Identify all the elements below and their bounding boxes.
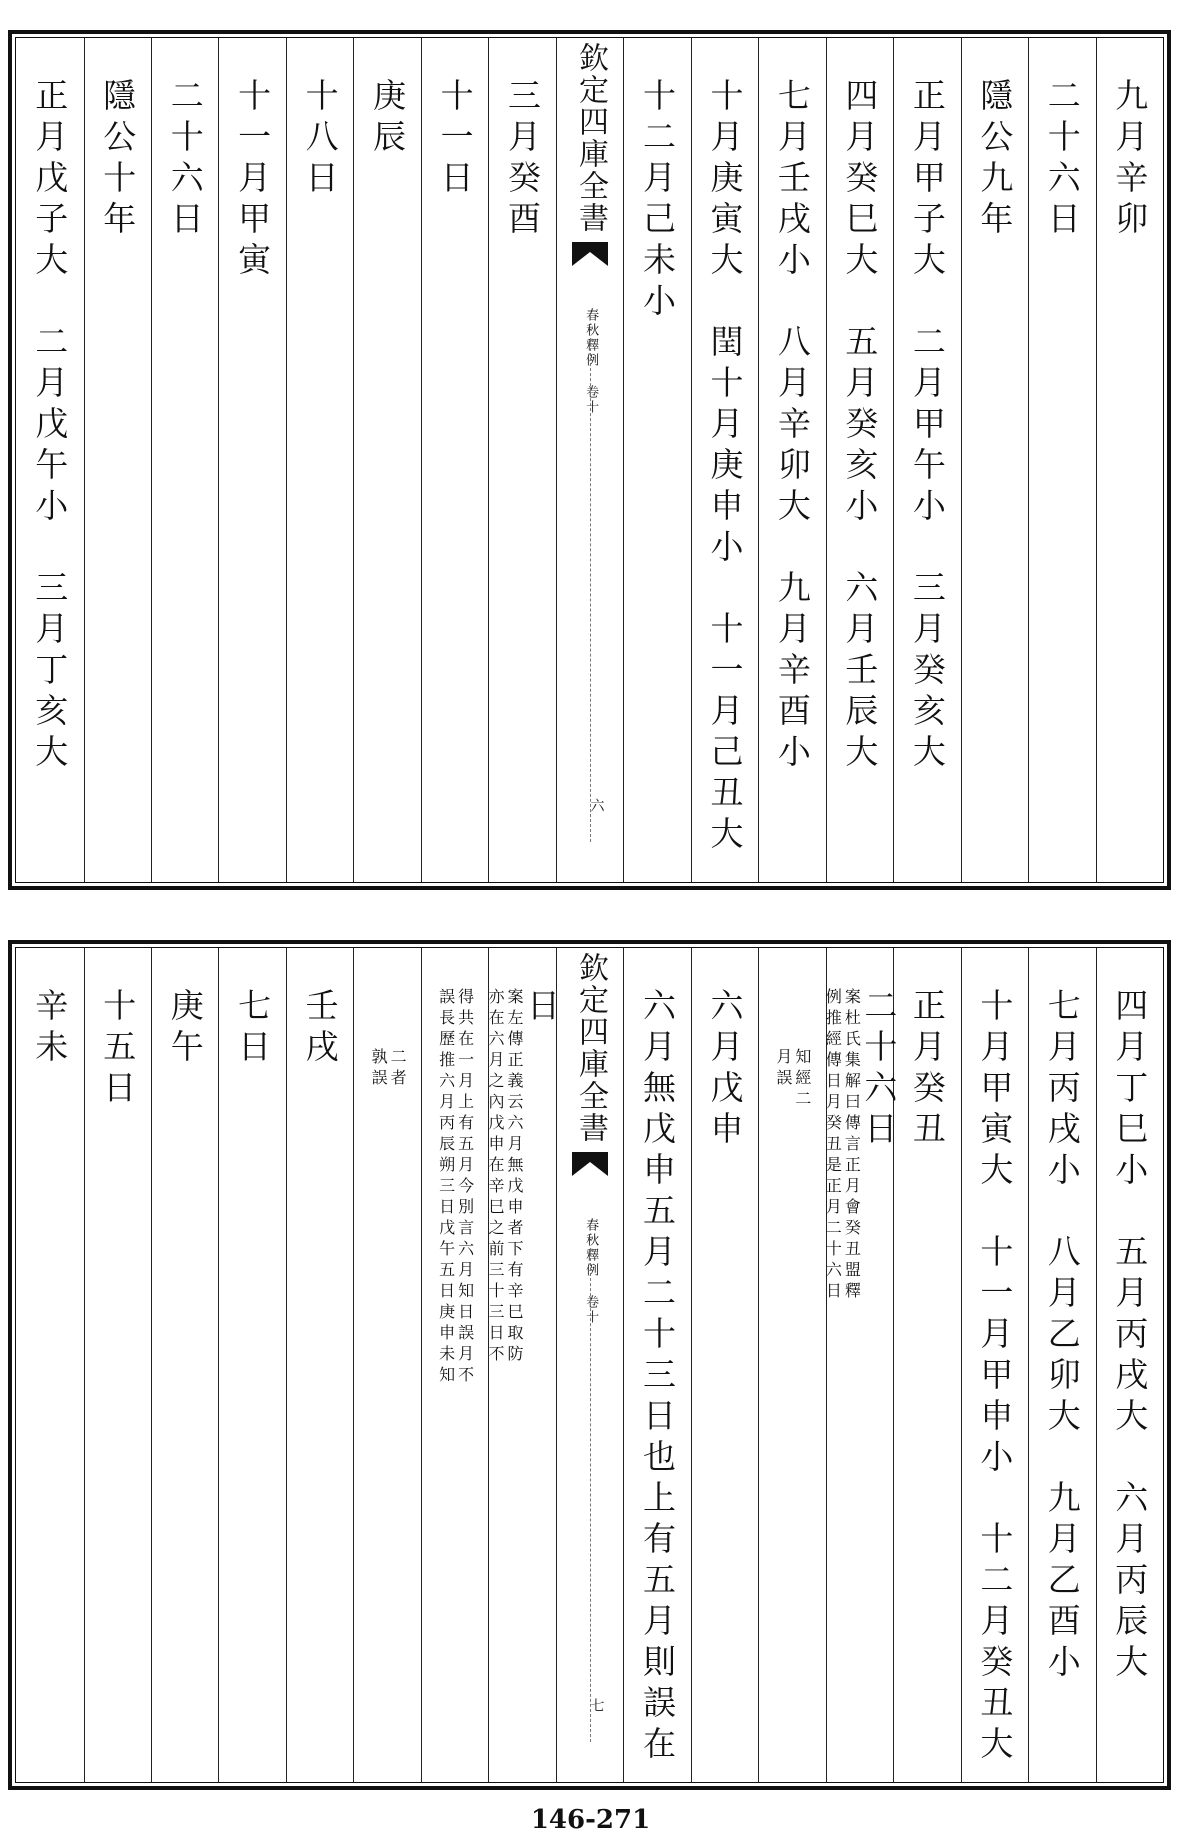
main-text: 正月戊子大 二月戊午小 三月丁亥大 bbox=[30, 78, 70, 775]
bottom-text-column bbox=[218, 948, 285, 1782]
main-text: 四月癸巳大 五月癸亥小 六月壬辰大 bbox=[840, 78, 880, 775]
top-text-column bbox=[151, 38, 218, 882]
main-text: 十月甲寅大 十一月甲申小 十二月癸丑大 bbox=[975, 988, 1015, 1767]
column-content bbox=[368, 38, 408, 160]
top-text-column bbox=[1096, 38, 1163, 882]
top-text-column bbox=[421, 38, 488, 882]
main-text: 十八日 bbox=[300, 78, 340, 201]
commentary-text: 案左傳正義云六月無戊申者下有辛巳取防 bbox=[505, 988, 525, 1366]
top-text-column bbox=[488, 38, 555, 882]
top-text-column bbox=[691, 38, 758, 882]
fold-line bbox=[590, 1248, 591, 1742]
commentary-pair bbox=[486, 988, 525, 1366]
book-name: 春秋釋例 卷十 bbox=[583, 308, 599, 415]
main-text: 十二月己未小 bbox=[637, 78, 677, 324]
column-content bbox=[98, 38, 138, 242]
top-text-column bbox=[758, 38, 825, 882]
top-text-column bbox=[84, 38, 151, 882]
main-text: 九月辛卯 bbox=[1110, 78, 1150, 242]
folio-number: 七 bbox=[588, 1698, 605, 1712]
top-text-column bbox=[826, 38, 893, 882]
column-content bbox=[975, 948, 1015, 1767]
header-title: 欽定四庫全書 bbox=[573, 952, 609, 1144]
commentary-text: 得共在一月上有五月今別言六月知日誤月不 bbox=[455, 988, 475, 1387]
column-content bbox=[503, 38, 543, 242]
bottom-text-column bbox=[1096, 948, 1163, 1782]
column-content bbox=[165, 948, 205, 1070]
main-text: 庚午 bbox=[165, 988, 205, 1070]
bottom-text-column bbox=[486, 948, 562, 1782]
bottom-text-column bbox=[691, 948, 758, 1782]
column-content bbox=[435, 38, 475, 201]
column-content bbox=[98, 948, 138, 1111]
main-text: 七日 bbox=[233, 988, 273, 1070]
folio-number: 六 bbox=[588, 798, 605, 812]
column-content bbox=[165, 38, 205, 242]
column-content bbox=[486, 948, 562, 1366]
main-text: 隱公十年 bbox=[98, 78, 138, 242]
column-content bbox=[1042, 38, 1082, 242]
column-content bbox=[300, 948, 340, 1070]
main-text: 十一日 bbox=[435, 78, 475, 201]
commentary-text: 二者 bbox=[388, 1048, 408, 1090]
column-content bbox=[300, 38, 340, 201]
bottom-text-column bbox=[1028, 948, 1095, 1782]
column-content bbox=[1110, 38, 1150, 242]
top-columns bbox=[16, 38, 1163, 882]
top-text-column bbox=[961, 38, 1028, 882]
commentary-pair bbox=[823, 988, 862, 1303]
top-text-column bbox=[1028, 38, 1095, 882]
column-content bbox=[233, 38, 273, 283]
main-text: 三月癸酉 bbox=[503, 78, 543, 242]
main-text: 二十六日 bbox=[859, 988, 899, 1152]
bottom-text-column bbox=[893, 948, 960, 1782]
top-text-column bbox=[218, 38, 285, 882]
top-text-column bbox=[353, 38, 420, 882]
top-text-column bbox=[16, 38, 83, 882]
column-content bbox=[705, 38, 745, 857]
main-text: 十一月甲寅 bbox=[233, 78, 273, 283]
bottom-text-column bbox=[421, 948, 488, 1782]
bottom-columns bbox=[16, 948, 1163, 1782]
bottom-center-column bbox=[556, 948, 623, 1782]
column-content bbox=[369, 948, 408, 1090]
fishtail-mark-icon bbox=[570, 1150, 610, 1178]
header-title: 欽定四庫全書 bbox=[573, 42, 609, 234]
commentary-pair bbox=[438, 988, 473, 1387]
bottom-text-column bbox=[84, 948, 151, 1782]
page-number: 146-271 bbox=[530, 1805, 651, 1835]
bottom-text-column bbox=[961, 948, 1028, 1782]
column-content bbox=[233, 948, 273, 1070]
main-text: 十月庚寅大 閏十月庚申小 十一月己丑大 bbox=[705, 78, 745, 857]
fishtail-mark-icon bbox=[570, 240, 610, 268]
main-text: 十五日 bbox=[98, 988, 138, 1111]
column-content bbox=[772, 38, 812, 775]
commentary-text: 例推經傳日月癸丑是正月二十六日 bbox=[823, 988, 843, 1303]
column-content bbox=[438, 948, 473, 1387]
bottom-text-column bbox=[353, 948, 420, 1782]
main-text: 二十六日 bbox=[165, 78, 205, 242]
main-text: 辛未 bbox=[30, 988, 70, 1070]
column-content bbox=[775, 948, 810, 1111]
column-content bbox=[30, 948, 70, 1070]
bottom-text-column bbox=[623, 948, 690, 1782]
column-content bbox=[30, 38, 70, 775]
main-text: 二十六日 bbox=[1042, 78, 1082, 242]
top-text-column bbox=[893, 38, 960, 882]
bottom-text-column bbox=[758, 948, 825, 1782]
main-text: 正月癸丑 bbox=[907, 988, 947, 1152]
column-content bbox=[823, 948, 899, 1303]
bottom-text-column bbox=[151, 948, 218, 1782]
commentary-text: 案杜氏集解曰傳言正月會癸丑盟釋 bbox=[842, 988, 862, 1303]
top-center-column bbox=[556, 38, 623, 882]
commentary-text: 孰誤 bbox=[369, 1048, 389, 1090]
column-content bbox=[907, 38, 947, 775]
bottom-page bbox=[8, 940, 1171, 1790]
commentary-text: 知經二 bbox=[792, 1048, 812, 1111]
fold-line bbox=[590, 338, 591, 842]
main-text: 四月丁巳小 五月丙戌大 六月丙辰大 bbox=[1110, 988, 1150, 1685]
bottom-text-column bbox=[823, 948, 899, 1782]
column-content bbox=[907, 948, 947, 1152]
main-text: 六月戊申 bbox=[705, 988, 745, 1152]
column-content bbox=[840, 38, 880, 775]
column-content bbox=[637, 38, 677, 324]
column-content bbox=[637, 948, 677, 1767]
commentary-text: 誤長歷推六月丙辰朔三日戊午五日庚申未知 bbox=[436, 988, 456, 1387]
commentary-text: 亦在六月之內戊申在辛巳之前三十三日不 bbox=[486, 988, 506, 1366]
main-text: 隱公九年 bbox=[975, 78, 1015, 242]
main-text: 七月壬戌小 八月辛卯大 九月辛酉小 bbox=[772, 78, 812, 775]
main-text: 壬戌 bbox=[300, 988, 340, 1070]
column-content bbox=[1110, 948, 1150, 1685]
top-text-column bbox=[623, 38, 690, 882]
column-content bbox=[1042, 948, 1082, 1685]
commentary-text: 月誤 bbox=[773, 1048, 793, 1090]
bottom-text-column bbox=[16, 948, 83, 1782]
main-text: 正月甲子大 二月甲午小 三月癸亥大 bbox=[907, 78, 947, 775]
main-text: 日 bbox=[522, 988, 562, 1029]
top-page bbox=[8, 30, 1171, 890]
book-name: 春秋釋例 卷十 bbox=[583, 1218, 599, 1325]
main-text: 庚辰 bbox=[368, 78, 408, 160]
main-text: 七月丙戌小 八月乙卯大 九月乙酉小 bbox=[1042, 988, 1082, 1685]
column-content bbox=[975, 38, 1015, 242]
main-text: 六月無戊申五月二十三日也上有五月則誤在 bbox=[637, 988, 677, 1767]
bottom-text-column bbox=[286, 948, 353, 1782]
column-content bbox=[705, 948, 745, 1152]
top-text-column bbox=[286, 38, 353, 882]
